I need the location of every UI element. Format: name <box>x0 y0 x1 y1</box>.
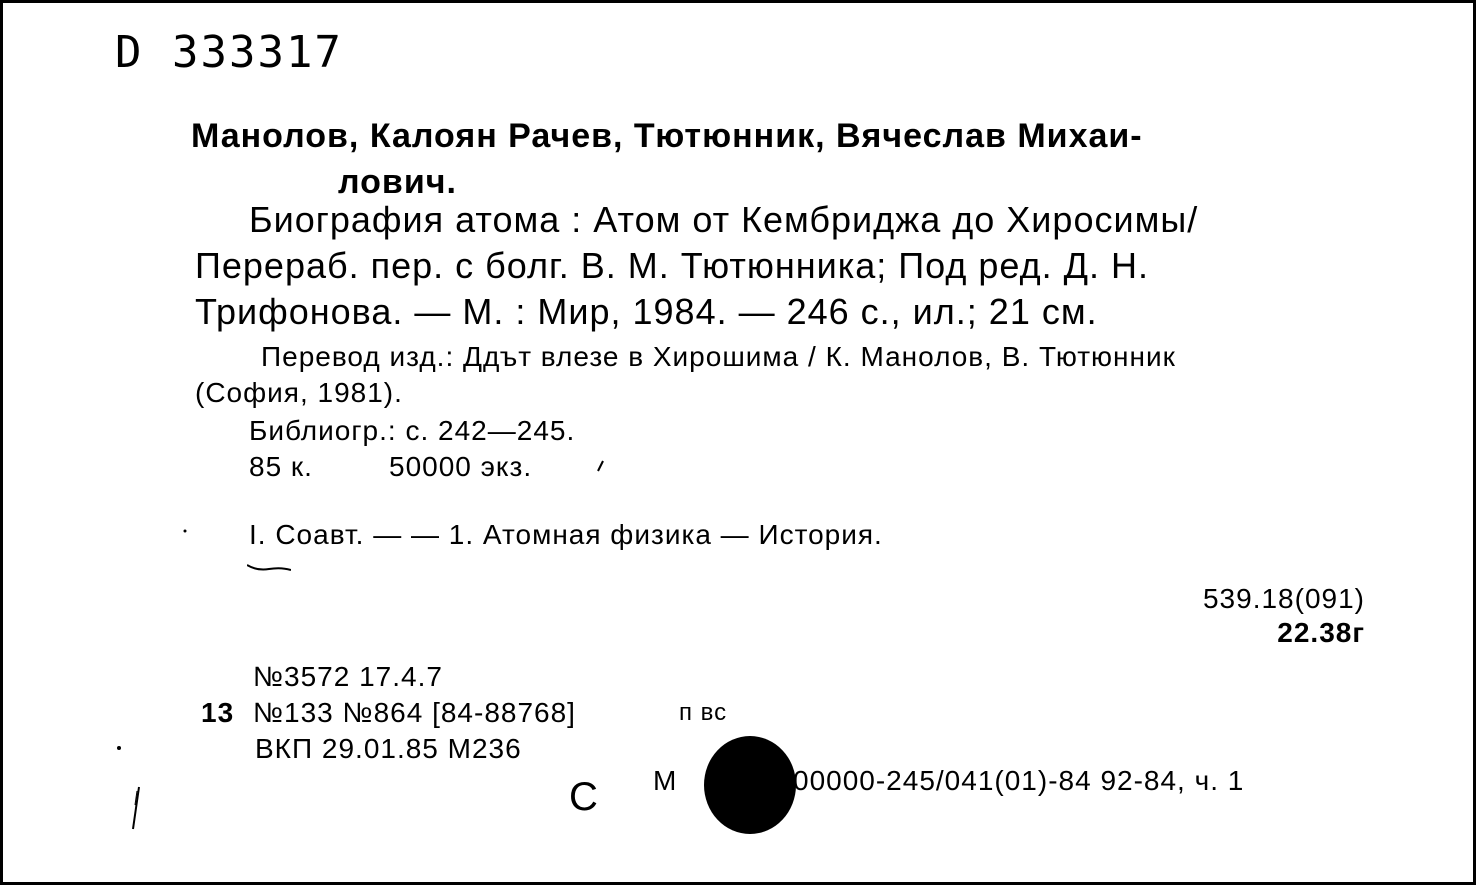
order-line-3: ВКП 29.01.85 М236 <box>255 733 522 764</box>
translation-note-line-1: Перевод изд.: Ддът влезе в Хирошима / К. Манолов, В. Тютюнник <box>261 341 1176 372</box>
order-line-2-number: 13 <box>201 697 235 728</box>
bottom-m-mark: М <box>653 765 678 796</box>
translation-note-line-2: (София, 1981). <box>195 377 403 408</box>
authors-line-2: лович. <box>338 163 457 201</box>
order-line-2: №133 №864 [84-88768] <box>253 697 576 728</box>
title-line-3: Трифонова. — М. : Мир, 1984. — 246 с., ил.; 21 см. <box>195 291 1098 332</box>
order-line-2-suffix: п вс <box>679 699 728 726</box>
udc-classification: 539.18(091) <box>1202 583 1365 614</box>
price: 85 к. <box>249 451 313 482</box>
order-line-1: №3572 17.4.7 <box>253 661 443 692</box>
scan-speck <box>116 745 122 751</box>
call-number: D 333317 <box>115 27 343 78</box>
bottom-c-mark: С <box>569 775 598 819</box>
pencil-mark <box>129 785 143 831</box>
tick-mark <box>595 459 605 473</box>
scan-speck <box>182 528 188 534</box>
title-line-1: Биография атома : Атом от Кембриджа до Хиросимы/ <box>249 199 1199 240</box>
subject-headings: I. Соавт. — — 1. Атомная физика — История. <box>249 519 883 550</box>
punch-hole <box>704 736 796 834</box>
bottom-code: 00000-245/041(01)-84 92-84, ч. 1 <box>793 765 1245 796</box>
authors-line-1: Манолов, Калоян Рачев, Тютюнник, Вячеслав Михаи- <box>191 117 1143 155</box>
title-line-2: Перераб. пер. с болг. В. М. Тютюнника; Под ред. Д. Н. <box>195 245 1150 286</box>
underline-squiggle <box>247 563 291 573</box>
bibliography-note: Библиогр.: с. 242—245. <box>249 415 576 446</box>
bbk-classification: 22.38г <box>1277 617 1365 648</box>
copies: 50000 экз. <box>389 451 533 482</box>
